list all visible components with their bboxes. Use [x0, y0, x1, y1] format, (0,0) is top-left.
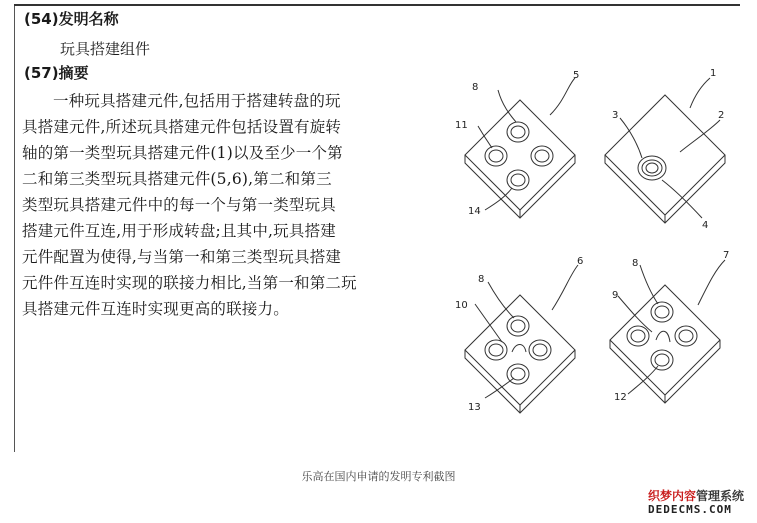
top-rule	[14, 4, 740, 6]
abstract-line: 二和第三类型玩具搭建元件(5,6),第二和第三	[22, 170, 332, 188]
brick-6-drawing	[465, 265, 578, 413]
abstract-line: 类型玩具搭建元件中的每一个与第一类型玩具	[22, 196, 337, 214]
abstract-line: 具搭建元件,所述玩具搭建元件包括设置有旋转	[22, 118, 342, 136]
label-4: 4	[702, 220, 709, 231]
label-5: 5	[573, 70, 580, 81]
label-9: 9	[612, 290, 619, 301]
watermark-brand-part1: 织梦内容	[648, 489, 697, 503]
invention-title: 玩具搭建组件	[60, 40, 151, 58]
label-10: 10	[455, 300, 468, 311]
brick-5-drawing	[465, 78, 575, 218]
label-7: 7	[723, 250, 730, 261]
brick-1-drawing	[605, 78, 725, 223]
label-3: 3	[612, 110, 619, 121]
label-13: 13	[468, 402, 481, 413]
left-rule	[14, 6, 15, 452]
abstract-line: 元件配置为使得,与当第一和第三类型玩具搭建	[22, 248, 342, 266]
label-6: 6	[577, 256, 584, 267]
watermark-brand	[648, 487, 744, 504]
abstract-line: 具搭建元件互连时实现更高的联接力。	[22, 300, 289, 318]
section-57-label: (57)摘要	[24, 64, 89, 82]
section-54-label: (54)发明名称	[24, 10, 119, 28]
image-caption: 乐高在国内申请的发明专利截图	[301, 470, 456, 483]
abstract-line: 一种玩具搭建元件,包括用于搭建转盘的玩	[53, 92, 341, 110]
label-11: 11	[455, 120, 468, 131]
abstract-line: 搭建元件互连,用于形成转盘;且其中,玩具搭建	[22, 222, 336, 240]
label-8: 8	[478, 274, 485, 285]
watermark-domain: DEDECMS.COM	[648, 503, 732, 516]
abstract-line: 轴的第一类型玩具搭建元件(1)以及至少一个第	[22, 144, 343, 162]
abstract-line: 元件件互连时实现的联接力相比,当第一和第二玩	[22, 274, 357, 292]
label-8: 8	[472, 82, 479, 93]
watermark-brand-part2: 管理系统	[696, 489, 745, 503]
patent-drawing	[440, 60, 740, 420]
brick-7-drawing	[610, 260, 725, 403]
label-8: 8	[632, 258, 639, 269]
label-12: 12	[614, 392, 627, 403]
label-1: 1	[710, 68, 717, 79]
abstract-text	[22, 88, 387, 322]
label-2: 2	[718, 110, 725, 121]
label-14: 14	[468, 206, 481, 217]
